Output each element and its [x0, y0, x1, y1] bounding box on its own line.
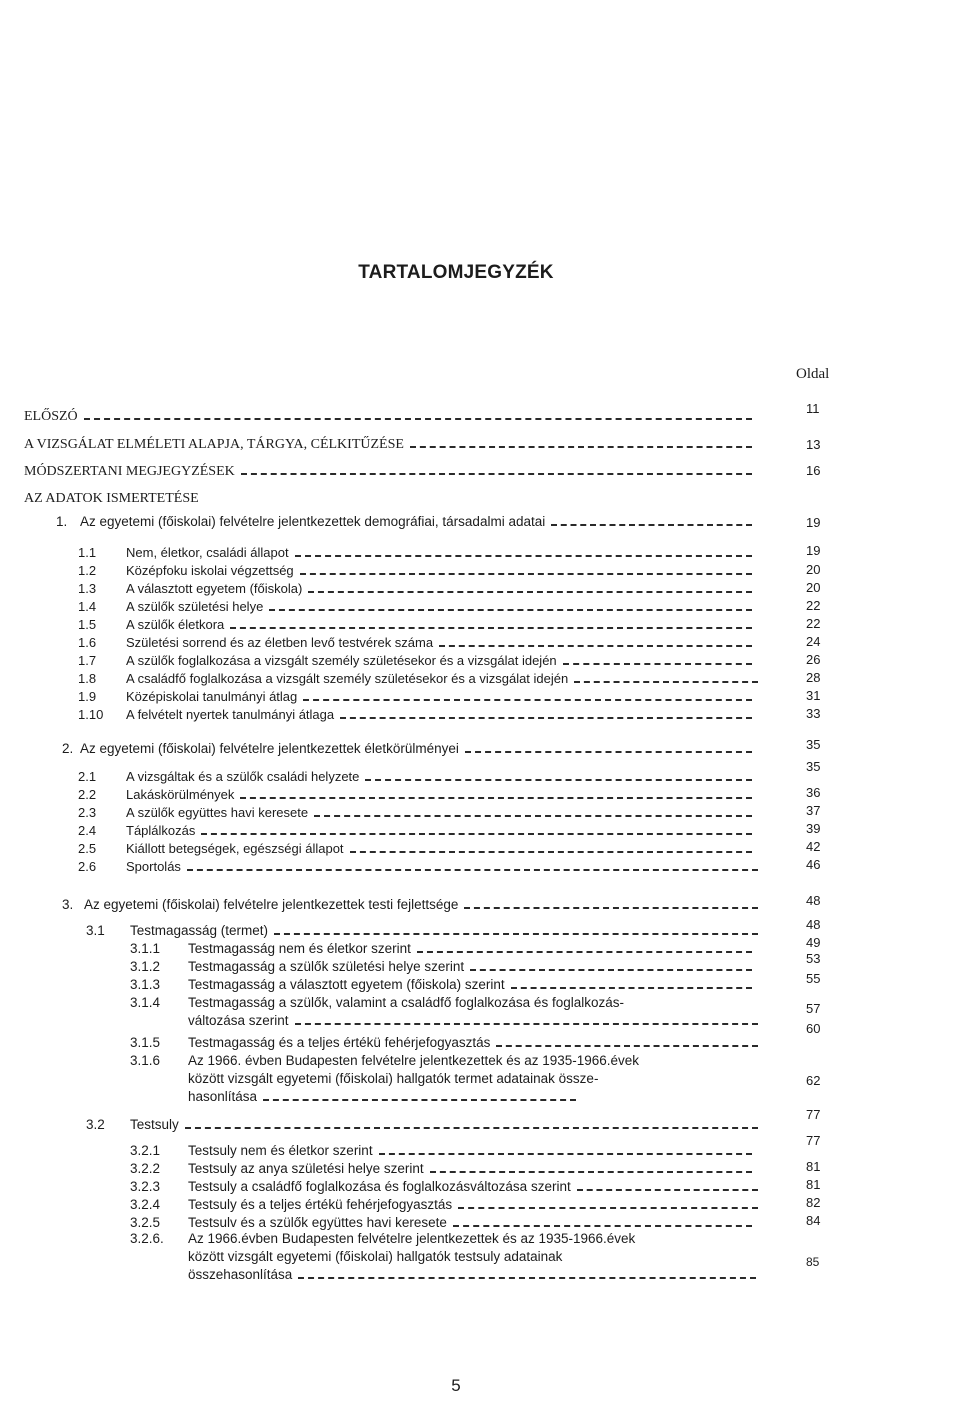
toc-page: 13 — [806, 437, 821, 452]
toc-label: A családfő foglalkozása a vizsgált személy születésekor és a vizsgálat idején — [126, 671, 569, 686]
toc-number: 1.4 — [78, 599, 97, 614]
toc-label-continued: között vizsgált egyetemi (főiskolai) hallgatók termet adatainak össze- — [188, 1071, 599, 1086]
toc-label: A választott egyetem (főiskola) — [126, 581, 303, 596]
toc-entry-2-1[interactable] — [78, 768, 756, 785]
toc-page: 35 — [806, 759, 821, 774]
toc-page: 28 — [806, 670, 821, 685]
toc-page: 77 — [806, 1107, 821, 1122]
toc-page: 84 — [806, 1213, 821, 1228]
toc-number: 3.1.1 — [130, 941, 161, 956]
toc-page: 33 — [806, 706, 821, 721]
toc-label: ELŐSZÓ — [24, 409, 78, 424]
toc-page: 20 — [806, 580, 821, 595]
toc-page: 31 — [806, 688, 821, 703]
toc-page: 26 — [806, 652, 821, 667]
toc-page: 85 — [806, 1255, 820, 1269]
toc-page: 36 — [806, 785, 821, 800]
toc-entry-1-7[interactable] — [78, 652, 756, 669]
toc-page: 60 — [806, 1021, 821, 1036]
toc-page: 77 — [806, 1133, 821, 1148]
toc-page: 48 — [806, 893, 821, 908]
toc-label: Testmagasság a választott egyetem (főiskola) szerint — [188, 977, 505, 992]
toc-page: 49 — [806, 935, 821, 950]
toc-number: 3.1.4 — [130, 995, 161, 1010]
toc-entry-3-1-5[interactable] — [130, 1034, 762, 1051]
toc-number: 3.2.3 — [130, 1179, 161, 1194]
toc-entry-1-3[interactable] — [78, 580, 756, 597]
toc-entry-3-2[interactable] — [86, 1116, 762, 1133]
toc-number: 1.5 — [78, 617, 97, 632]
toc-entry-2-3[interactable] — [78, 804, 756, 821]
toc-number: 1.8 — [78, 671, 97, 686]
toc-page: 81 — [806, 1177, 821, 1192]
toc-number: 2.5 — [78, 841, 97, 856]
toc-page: 22 — [806, 616, 821, 631]
toc-entry-3[interactable] — [62, 896, 762, 913]
toc-entry-1-1[interactable] — [78, 544, 756, 561]
toc-label-continued: hasonlítása — [188, 1089, 258, 1104]
toc-entry-3-2-2[interactable] — [130, 1160, 756, 1177]
toc-page: 55 — [806, 971, 821, 986]
toc-number: 3. — [62, 897, 74, 912]
toc-page: 11 — [806, 401, 820, 416]
toc-entry-1[interactable] — [56, 513, 756, 530]
toc-entry-2-6[interactable] — [78, 858, 762, 875]
toc-label: Az egyetemi (főiskolai) felvételre jelentkezettek demográfiai, társadalmi adatai — [80, 514, 546, 529]
toc-label: Testmagasság (termet) — [130, 923, 269, 938]
toc-page: 48 — [806, 917, 821, 932]
toc-number: 1.1 — [78, 545, 97, 560]
toc-entry-3-1-6[interactable] — [130, 1052, 770, 1106]
toc-page: 22 — [806, 598, 821, 613]
toc-entry-3-2-4[interactable] — [130, 1196, 762, 1213]
toc-page: 62 — [806, 1073, 821, 1088]
toc-label: A VIZSGÁLAT ELMÉLETI ALAPJA, TÁRGYA, CÉLKITŰZÉSE — [24, 437, 404, 452]
toc-page: 19 — [806, 543, 821, 558]
toc-number: 3.2.4 — [130, 1197, 161, 1212]
toc-number: 3.1.2 — [130, 959, 161, 974]
toc-number: 1.2 — [78, 563, 97, 578]
toc-label: Az 1966. évben Budapesten felvételre jelentkezettek és az 1935-1966.évek — [188, 1053, 640, 1068]
toc-label-continued: változása szerint — [188, 1013, 289, 1028]
toc-label: Testsuly és a teljes értékü fehérjefogyasztás — [188, 1197, 453, 1212]
toc-entry-3-2-3[interactable] — [130, 1178, 762, 1195]
toc-label: A felvételt nyertek tanulmányi átlaga — [126, 707, 335, 722]
toc-label: Középiskolai tanulmányi átlag — [126, 689, 298, 704]
toc-label: Testsuly — [130, 1117, 179, 1132]
toc-label: Lakáskörülmények — [126, 787, 235, 802]
toc-page: 53 — [806, 951, 821, 966]
toc-number: 3.2.5 — [130, 1215, 161, 1230]
toc-label: A vizsgáltak és a szülők családi helyzete — [126, 769, 360, 784]
toc-number: 1. — [56, 514, 68, 529]
toc-label: Születési sorrend és az életben levő testvérek száma — [126, 635, 434, 650]
toc-entry-1-6[interactable] — [78, 634, 756, 651]
toc-entry-elmeleti-alapja[interactable] — [24, 436, 756, 453]
toc-label: Az egyetemi (főiskolai) felvételre jelentkezettek testi fejlettsége — [84, 897, 459, 912]
toc-label: Az egyetemi (főiskolai) felvételre jelentkezettek életkörülményei — [80, 741, 459, 756]
toc-label-continued: összehasonlítása — [188, 1267, 293, 1282]
toc-page: 39 — [806, 821, 821, 836]
toc-entry-2-2[interactable] — [78, 786, 756, 803]
toc-label: Középfoku iskolai végzettség — [126, 563, 294, 578]
toc-label: Testmagasság a szülők, valamint a családfő foglalkozása és foglalkozás- — [188, 995, 624, 1010]
toc-entry-adatok-ismertetese[interactable] — [24, 490, 756, 507]
toc-label: A szülők életkora — [126, 617, 225, 632]
toc-label: Nem, életkor, családi állapot — [126, 545, 289, 560]
toc-page: 16 — [806, 463, 821, 478]
toc-number: 1.3 — [78, 581, 97, 596]
toc-entry-2-4[interactable] — [78, 822, 756, 839]
page-number: 5 — [451, 1376, 461, 1395]
toc-number: 1.9 — [78, 689, 97, 704]
toc-number: 2.6 — [78, 859, 97, 874]
toc-entry-3-2-5[interactable] — [130, 1214, 756, 1231]
toc-entry-3-1-2[interactable] — [130, 958, 756, 975]
toc-label: Testsuly a családfő foglalkozása és foglalkozásváltozása szerint — [188, 1179, 571, 1194]
toc-page: 24 — [806, 634, 821, 649]
toc-label: Sportolás — [126, 859, 181, 874]
toc-label: Testmagasság nem és életkor szerint — [188, 941, 411, 956]
toc-number: 3.1.3 — [130, 977, 161, 992]
toc-page: 81 — [806, 1159, 821, 1174]
toc-page: 42 — [806, 839, 821, 854]
toc-label: Kiállott betegségek, egészségi állapot — [126, 841, 344, 856]
toc-label: Testsulv és a szülők együttes havi keresete — [188, 1215, 447, 1230]
toc-label: Testmagasság a szülők születési helye szerint — [188, 959, 465, 974]
toc-number: 3.2.1 — [130, 1143, 161, 1158]
toc-number: 2.2 — [78, 787, 97, 802]
toc-label-continued: között vizsgált egyetemi (főiskolai) hallgatók testsuly adatainak — [188, 1249, 563, 1264]
toc-entry-eloszo[interactable] — [24, 408, 756, 425]
toc-label: A szülők születési helye — [126, 599, 264, 614]
toc-number: 3.1 — [86, 923, 105, 938]
toc-number: 2.4 — [78, 823, 97, 838]
toc-number: 3.2 — [86, 1117, 105, 1132]
toc-label: MÓDSZERTANI MEGJEGYZÉSEK — [24, 464, 235, 479]
toc-label: Testsuly az anya születési helye szerint — [188, 1161, 424, 1176]
toc-label: Táplálkozás — [126, 823, 196, 838]
page-column-header: Oldal — [796, 366, 830, 382]
toc-label: Az 1966.évben Budapesten felvételre jelentkezettek és az 1935-1966.évek — [188, 1231, 636, 1246]
toc-entry-3-2-1[interactable] — [130, 1142, 756, 1159]
toc-label: A szülők együttes havi keresete — [126, 805, 309, 820]
toc-entry-3-1-4[interactable] — [130, 994, 762, 1030]
toc-number: 3.1.5 — [130, 1035, 161, 1050]
toc-page: 19 — [806, 515, 821, 530]
toc-entry-2-5[interactable] — [78, 840, 756, 857]
toc-entry-2[interactable] — [62, 740, 756, 757]
toc-number: 1.6 — [78, 635, 97, 650]
toc-number: 3.2.2 — [130, 1161, 161, 1176]
toc-page: 20 — [806, 562, 821, 577]
toc-page: 82 — [806, 1195, 821, 1210]
toc-entry-1-10[interactable] — [78, 706, 756, 723]
toc-number: 3.1.6 — [130, 1053, 161, 1068]
toc-entry-3-1[interactable] — [86, 922, 762, 939]
toc-entry-1-9[interactable] — [78, 688, 756, 705]
toc-page: 35 — [806, 737, 821, 752]
toc-label: AZ ADATOK ISMERTETÉSE — [24, 491, 199, 506]
page-title: TARTALOMJEGYZÉK — [358, 262, 554, 283]
toc-number: 1.10 — [78, 707, 104, 722]
toc-entry-3-1-1[interactable] — [130, 940, 756, 957]
toc-number: 2. — [62, 741, 74, 756]
toc-entry-1-2[interactable] — [78, 562, 756, 579]
toc-entry-1-8[interactable] — [78, 670, 762, 687]
toc-number: 2.1 — [78, 769, 97, 784]
toc-label: A szülők foglalkozása a vizsgált személy születésekor és a vizsgálat idején — [126, 653, 557, 668]
toc-entry-1-5[interactable] — [78, 616, 756, 633]
toc-label: Testmagasság és a teljes értékü fehérjefogyasztás — [188, 1035, 491, 1050]
toc-number: 2.3 — [78, 805, 97, 820]
toc-page: 46 — [806, 857, 821, 872]
toc-number: 3.2.6. — [130, 1231, 164, 1246]
toc-number: 1.7 — [78, 653, 97, 668]
toc-entry-3-2-6[interactable] — [130, 1230, 770, 1284]
toc-entry-3-1-3[interactable] — [130, 976, 756, 993]
toc-entry-1-4[interactable] — [78, 598, 756, 615]
toc-page: 57 — [806, 1001, 821, 1016]
toc-page: 37 — [806, 803, 821, 818]
toc-entry-modszertani[interactable] — [24, 463, 756, 480]
toc-label: Testsuly nem és életkor szerint — [188, 1143, 373, 1158]
